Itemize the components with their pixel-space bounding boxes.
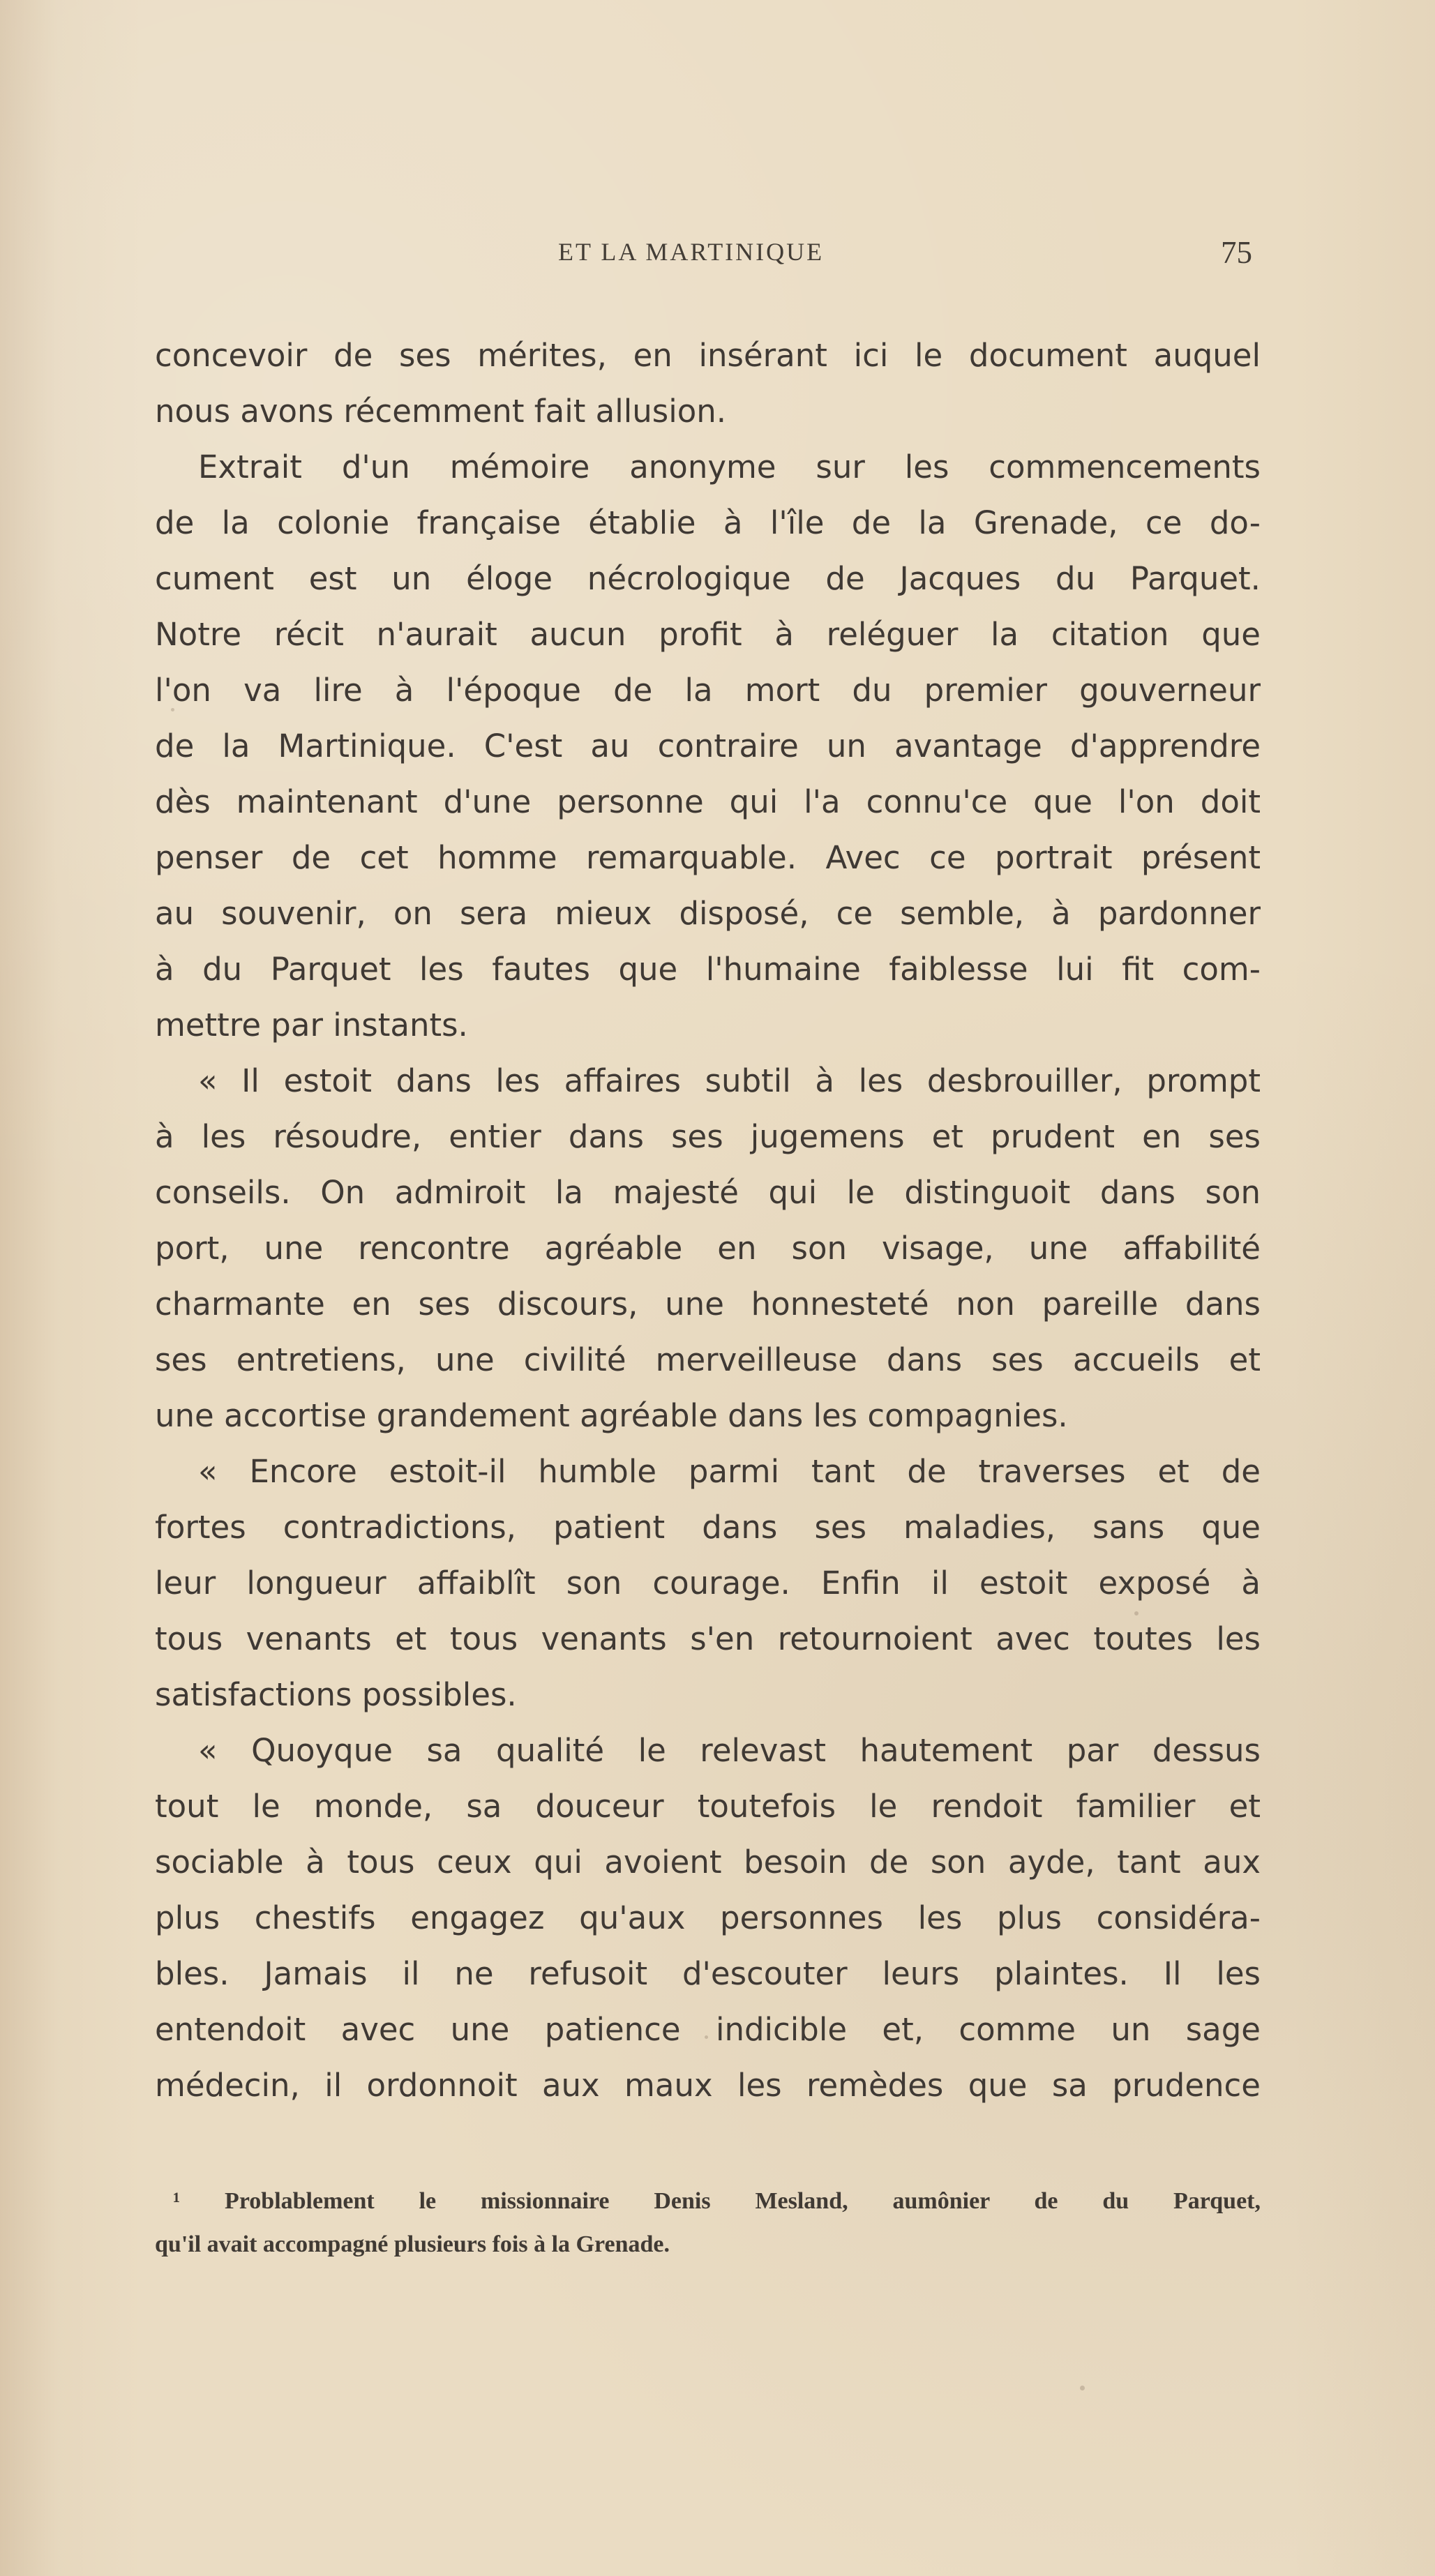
text-line: ses entretiens, une civilité merveilleuse dans ses accueils et: [155, 1341, 1261, 1378]
text-line: satisfactions possibles.: [155, 1676, 517, 1713]
text-line: fortes contradictions, patient dans ses maladies, sans que: [155, 1509, 1261, 1546]
text-line: au souvenir, on sera mieux disposé, ce semble, à pardonner: [155, 895, 1261, 932]
paper-speck: [1080, 2386, 1085, 2390]
text-line: « Il estoit dans les affaires subtil à les desbrouiller, prompt: [198, 1062, 1261, 1099]
text-line: « Quoyque sa qualité le relevast hautement par dessus: [198, 1732, 1261, 1769]
text-line: « Encore estoit-il humble parmi tant de traverses et de: [198, 1453, 1261, 1490]
page-header: [0, 237, 1435, 279]
text-line: conseils. On admiroit la majesté qui le distinguoit dans son: [155, 1174, 1261, 1211]
text-line: concevoir de ses mérites, en insérant ici le document auquel: [155, 337, 1261, 374]
text-line: tous venants et tous venants s'en retournoient avec toutes les: [155, 1620, 1261, 1657]
text-line: charmante en ses discours, une honnesteté non pareille dans: [155, 1286, 1261, 1323]
text-line: Extrait d'un mémoire anonyme sur les commencements: [198, 449, 1261, 485]
running-head: ET LA MARTINIQUE: [558, 238, 825, 266]
text-line: plus chestifs engagez qu'aux personnes les plus considéra-: [155, 1899, 1261, 1936]
footnote-line: ¹ Problablement le missionnaire Denis Mesland, aumônier de du Parquet,: [173, 2188, 1261, 2214]
text-line: de la Martinique. C'est au contraire un avantage d'apprendre: [155, 728, 1261, 764]
text-line: une accortise grandement agréable dans les compagnies.: [155, 1397, 1068, 1434]
footnotes: [155, 2180, 1261, 2266]
text-line: bles. Jamais il ne refusoit d'escouter leurs plaintes. Il les: [155, 1955, 1261, 1992]
text-line: à du Parquet les fautes que l'humaine faiblesse lui fit com-: [155, 951, 1261, 988]
text-line: de la colonie française établie à l'île de la Grenade, ce do-: [155, 504, 1261, 541]
text-line: sociable à tous ceux qui avoient besoin de son ayde, tant aux: [155, 1844, 1261, 1881]
text-line: port, une rencontre agréable en son visage, une affabilité: [155, 1230, 1261, 1267]
text-line: cument est un éloge nécrologique de Jacques du Parquet.: [155, 560, 1261, 597]
text-line: tout le monde, sa douceur toutefois le rendoit familier et: [155, 1788, 1261, 1825]
text-line: à les résoudre, entier dans ses jugemens et prudent en ses: [155, 1118, 1261, 1155]
text-line: entendoit avec une patience indicible et, comme un sage: [155, 2011, 1261, 2048]
text-line: nous avons récemment fait allusion.: [155, 393, 727, 430]
main-text: [155, 328, 1261, 2114]
page-number: 75: [1221, 235, 1252, 270]
footnote-line: qu'il avait accompagné plusieurs fois à la Grenade.: [155, 2231, 670, 2257]
text-line: penser de cet homme remarquable. Avec ce portrait présent: [155, 839, 1261, 876]
text-line: dès maintenant d'une personne qui l'a connu'ce que l'on doit: [155, 783, 1261, 820]
text-line: leur longueur affaiblît son courage. Enfin il estoit exposé à: [155, 1565, 1261, 1602]
text-line: l'on va lire à l'époque de la mort du premier gouverneur: [155, 672, 1261, 709]
text-line: Notre récit n'aurait aucun profit à reléguer la citation que: [155, 616, 1261, 653]
text-line: mettre par instants.: [155, 1007, 468, 1044]
text-line: médecin, il ordonnoit aux maux les remèdes que sa prudence: [155, 2067, 1261, 2104]
